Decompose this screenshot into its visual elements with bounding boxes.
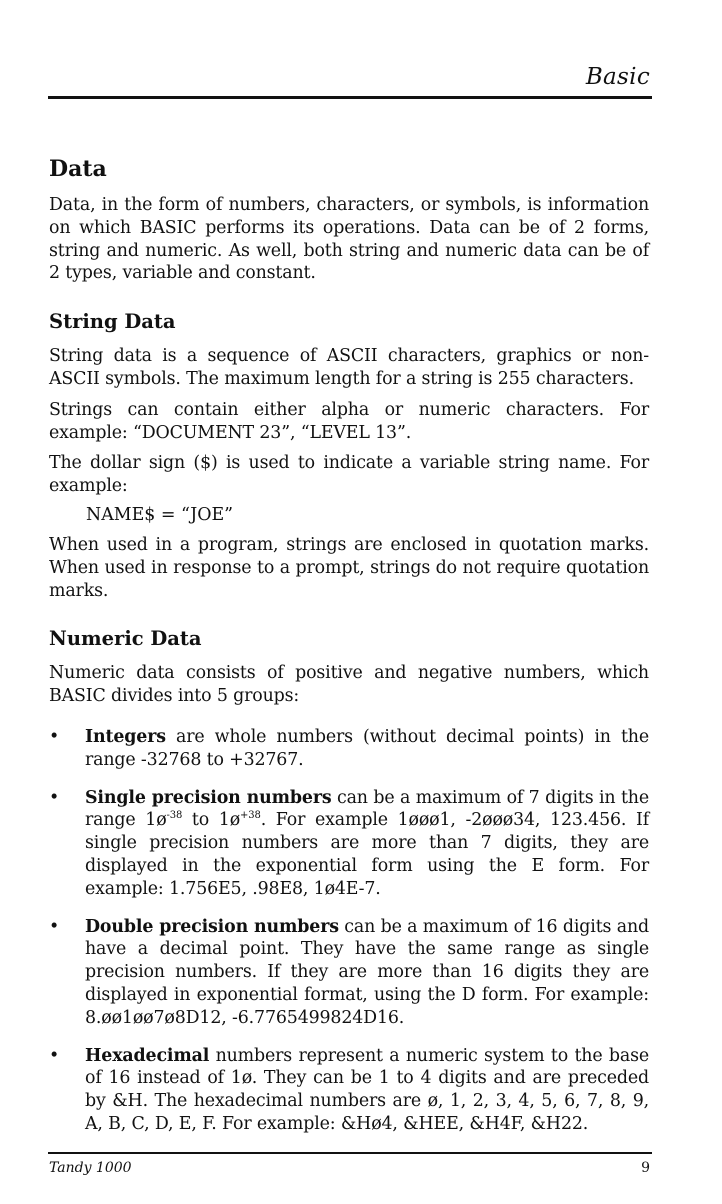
footer-rule [48, 1152, 652, 1154]
string-data-heading: String Data [49, 310, 176, 334]
list-item [49, 787, 649, 901]
bullet-icon: • [49, 787, 60, 808]
string-paragraph-4: When used in a program, strings are enclosed in quotation marks. When used in response to a prompt, strings do not require quotation marks. [49, 534, 649, 601]
numeric-groups-list [49, 726, 649, 1136]
string-paragraph-2: Strings can contain either alpha or numeric characters. For example: “DOCUMENT 23”, “LEVEL 13”. [49, 399, 649, 443]
string-paragraph-3: The dollar sign ($) is used to indicate a variable string name. For example: [49, 453, 649, 497]
running-header-title: Basic [585, 64, 650, 90]
hexadecimal-term: Hexadecimal [85, 1045, 210, 1066]
footer-product-name: Tandy 1000 [49, 1160, 132, 1176]
header-rule [48, 96, 652, 99]
page-number: 9 [641, 1160, 650, 1176]
numeric-data-heading: Numeric Data [49, 627, 202, 651]
integers-text: Integers are whole numbers (without decimal points) in the range -32768 to +32767. [85, 726, 649, 770]
hexadecimal-text: Hexadecimal numbers represent a numeric system to the base of 16 instead of 1ø. They can be 1 to 4 digits and are preceded by &H. The hexadecimal numbers are ø, 1, 2, 3, 4, 5, 6, 7, 8, 9, A, B, C, D, E, F. For example: &Hø4, &HEE, &H4F, &H22. [85, 1045, 649, 1134]
bullet-icon: • [49, 726, 60, 747]
single-precision-term: Single precision numbers [85, 787, 332, 808]
double-precision-text: Double precision numbers can be a maximum of 16 digits and have a decimal point. They have the same range as single precision numbers. If they are more than 16 digits they are displayed in exponential format, using the D form. For example: 8.øø1øø7ø8D12, -6.7765499824D16. [85, 916, 649, 1028]
numeric-intro: Numeric data consists of positive and negative numbers, which BASIC divides into 5 groups: [49, 663, 649, 707]
string-paragraph-1: String data is a sequence of ASCII characters, graphics or non-ASCII symbols. The maximum length for a string is 255 characters. [49, 346, 649, 389]
exponent-negative: -38 [166, 810, 183, 822]
list-item [49, 726, 649, 772]
string-example: NAME$ = “JOE” [86, 504, 234, 525]
data-paragraph: Data, in the form of numbers, characters, or symbols, is information on which BASIC performs its operations. Data can be of 2 forms, string and numeric. As well, both string and numeric data can be of 2 types, variable and constant. [49, 195, 649, 284]
bullet-icon: • [49, 1045, 60, 1066]
list-item [49, 1045, 649, 1136]
exponent-positive: +38 [240, 810, 261, 822]
integers-term: Integers [85, 726, 166, 747]
bullet-icon: • [49, 916, 60, 937]
single-precision-text: Single precision numbers can be a maximum of 7 digits in the range $1ø^{-38}$ to $1ø^{+38}$. For example 1øøø1, -2øøø34, 123.456. If single precision numbers are more than 7 digits, they are displayed in the exponential form using the E form. For example: 1.756E5, .98E8, 1ø4E-7. [85, 787, 650, 899]
double-precision-term: Double precision numbers [85, 916, 339, 937]
data-heading: Data [49, 156, 107, 182]
page-body [49, 152, 649, 1151]
list-item [49, 916, 649, 1030]
